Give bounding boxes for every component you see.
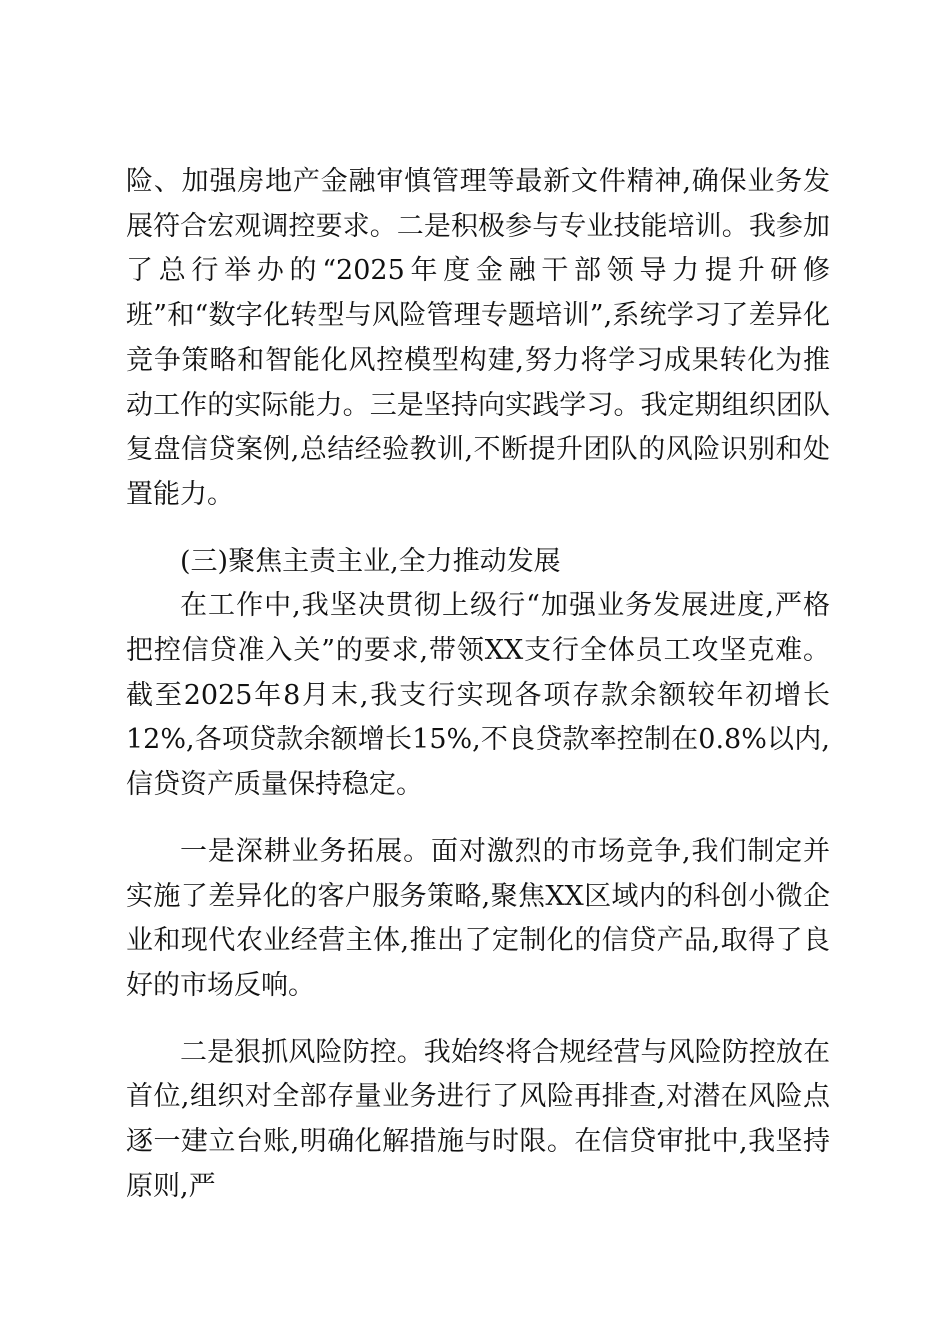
paragraph-work-summary: 在工作中,我坚决贯彻上级行“加强业务发展进度,严格把控信贷准入关”的要求,带领XX支行全体员工攻坚克难。截至2025年8月末,我支行实现各项存款余额较年初增长12%,各项贷款余额增长15%,不良贷款率控制在0.8%以内,信贷资产质量保持稳定。 [126, 590, 830, 801]
paragraph-risk-control: 二是狠抓风险防控。我始终将合规经营与风险防控放在首位,组织对全部存量业务进行了风险再排查,对潜在风险点逐一建立台账,明确化解措施与时限。在信贷审批中,我坚持原则,严 [126, 1036, 830, 1202]
document-body [126, 160, 830, 1209]
paragraph-continuation: 险、加强房地产金融审慎管理等最新文件精神,确保业务发展符合宏观调控要求。二是积极参与专业技能培训。我参加了总行举办的“2025年度金融干部领导力提升研修班”和“数字化转型与风险管理专题培训”,系统学习了差异化竞争策略和智能化风控模型构建,努力将学习成果转化为推动工作的实际能力。三是坚持向实践学习。我定期组织团队复盘信贷案例,总结经验教训,不断提升团队的风险识别和处置能力。 [126, 166, 830, 510]
section-heading: (三)聚焦主责主业,全力推动发展 [180, 545, 561, 577]
paragraph-business-expansion: 一是深耕业务拓展。面对激烈的市场竞争,我们制定并实施了差异化的客户服务策略,聚焦XX区域内的科创小微企业和现代农业经营主体,推出了定制化的信贷产品,取得了良好的市场反响。 [126, 835, 830, 1001]
